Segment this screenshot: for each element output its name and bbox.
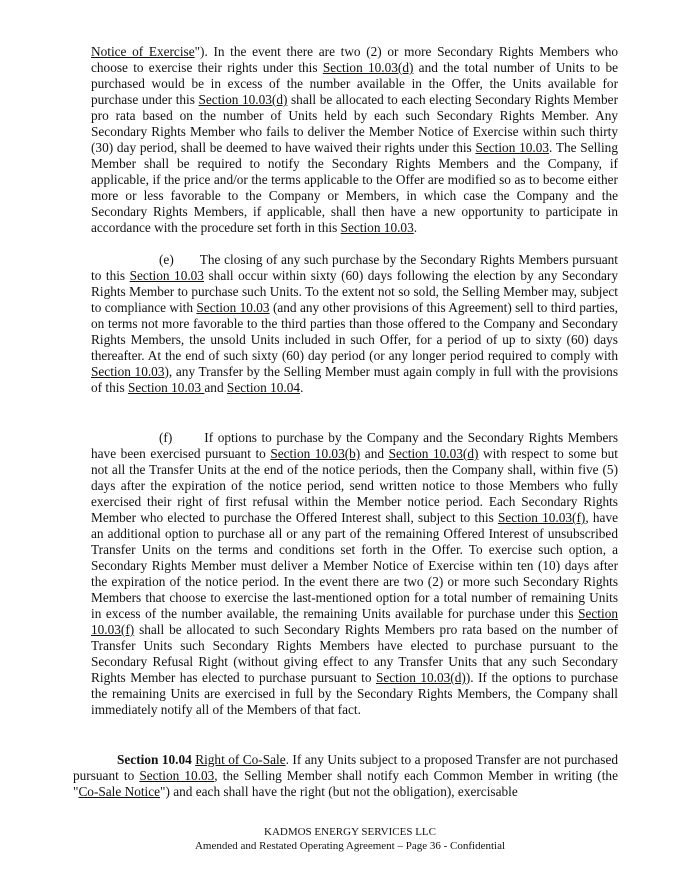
- section-reference: Section 10.03: [129, 268, 204, 283]
- text-run: shall occur within sixty (60) days following the election by any Secondary Rights Member to purchase such Units. To the extent not so sold, the Selling Member may, subject to compliance with: [91, 268, 618, 315]
- text-run: , have an additional option to purchase all or any part of the remaining Offered Interest of unsubscribed Transfer Units on the terms and conditions set forth in the Offer. To exercise such option, a Secondary Rights Member must deliver a Member Notice of Exercise within ten (10) days after the expiration of the notice period. In the event there are two (2) or more such Secondary Rights Members that choose to exercise the last-mentioned option for a total number of remaining Units in excess of the number available, the remaining Units available for purchase under this: [91, 510, 618, 621]
- text-run: .: [300, 380, 304, 395]
- section-reference: Section 10.03: [91, 364, 165, 379]
- section-reference: Section 10.03: [139, 768, 215, 783]
- text-run: ). If the options to purchase the remaining Units are exercised in full by the Secondary Rights Members, the Company shall immediately notify all of the Members of that fact.: [91, 670, 618, 717]
- paragraph-f: [91, 430, 618, 718]
- text-run: and: [360, 446, 389, 461]
- text-run: shall be allocated to each electing Secondary Rights Member pro rata based on the number of Units held by each such Secondary Rights Member. Any Secondary Rights Member who fails to deliver the Member Notice of Exercise within such thirty (30) day period, shall be deemed to have waived their rights under this: [91, 92, 619, 155]
- section-reference: Section 10.03(d): [322, 60, 414, 75]
- text-run: ), any Transfer by the Selling Member must again comply in full with the provisions of this: [91, 364, 618, 395]
- section-reference: Section 10.03(d): [198, 92, 288, 107]
- text-run: (e) The closing of any such purchase by the Secondary Rights Members pursuant to this: [91, 252, 618, 283]
- text-run: and: [204, 380, 227, 395]
- text-run: . The Selling Member shall be required to notify the Secondary Rights Members and the Company, if applicable, if the price and/or the terms applicable to the Offer are modified so as to become either more or less favorable to the Company or Members, in which case the Company and the Secondary Rights Members, if applicable, shall then have a new opportunity to participate in accordance with the procedure set forth in this: [91, 140, 618, 235]
- section-reference: Section 10.03(d): [388, 446, 479, 461]
- defined-term: Notice of Exercise: [91, 44, 195, 59]
- text-run: (f) If options to purchase by the Company and the Secondary Rights Members have been exercised pursuant to: [91, 430, 618, 461]
- text-run: .: [413, 220, 418, 235]
- paragraph-notice-of-exercise: [91, 44, 618, 236]
- section-reference: Section 10.03: [340, 220, 414, 235]
- section-reference: Section 10.04: [226, 380, 301, 395]
- section-heading: Section 10.04: [117, 752, 192, 767]
- section-reference: Section 10.03: [127, 380, 205, 395]
- defined-term: Co-Sale Notice: [78, 784, 161, 799]
- text-run: (and any other provisions of this Agreement) sell to third parties, on terms not more favorable to the third parties than those offered to the Company and Secondary Rights Members, the unsold Units included in such Offer, for a period of up to sixty (60) days thereafter. At the end of such sixty (60) day period (or any longer period required to comply with: [91, 300, 618, 363]
- section-reference: Section 10.03(d): [375, 670, 466, 685]
- section-reference: Section 10.03(b): [270, 446, 361, 461]
- section-reference: Section 10.03(f): [497, 510, 586, 525]
- text-run: . If any Units subject to a proposed Transfer are not purchased pursuant to: [73, 752, 619, 783]
- text-run: with respect to some but not all the Transfer Units at the end of the notice periods, then the Company shall, within five (5) days after the expiration of the notice period, send written notice to those Members who fully exercised their right of first refusal within the Member notice period. Each Secondary Rights Member who elected to purchase the Offered Interest shall, subject to this: [91, 446, 618, 525]
- text-run: "). In the event there are two (2) or more Secondary Rights Members who choose to exercise their rights under this: [91, 44, 618, 75]
- text-run: , the Selling Member shall notify each Common Member in writing (the ": [73, 768, 618, 799]
- section-reference: Section 10.03: [475, 140, 550, 155]
- text-run: ") and each shall have the right (but not the obligation), exercisable: [160, 784, 518, 799]
- section-title: Right of Co-Sale: [195, 752, 286, 767]
- text-run: shall be allocated to such Secondary Rights Members pro rata based on the number of Transfer Units such Secondary Rights Members have elected to purchase pursuant to the Secondary Refusal Right (without giving effect to any Transfer Units that any such Secondary Rights Member has elected to purchase pursuant to: [91, 622, 618, 685]
- paragraph-e: [91, 252, 618, 396]
- footer-page-line: Amended and Restated Operating Agreement – Page 36 - Confidential: [194, 840, 506, 852]
- text-run: and the total number of Units to be purchased would be in excess of the number available in the Offer, the Units available for purchase under this: [91, 60, 619, 107]
- paragraph-section-10-04: [73, 752, 618, 800]
- section-reference: Section 10.03(f): [91, 606, 618, 637]
- footer-company: KADMOS ENERGY SERVICES LLC: [264, 826, 436, 838]
- section-reference: Section 10.03: [196, 300, 270, 315]
